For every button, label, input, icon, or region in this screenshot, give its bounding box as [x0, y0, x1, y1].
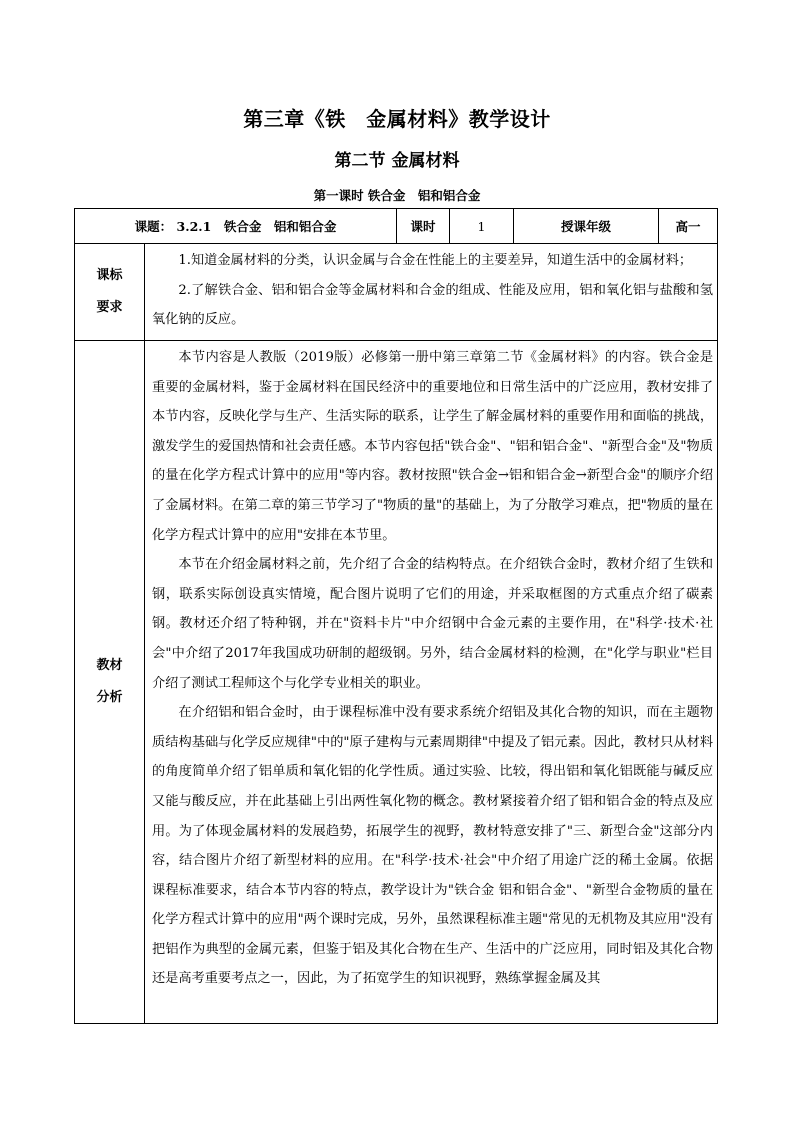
- topic-value: 3.2.1 铁合金 铝和铝合金: [176, 219, 337, 234]
- requirement-item-1: 1.知道金属材料的分类，认识金属与合金在性能上的主要差异，知道生活中的金属材料；: [178, 253, 693, 268]
- analysis-label: [75, 341, 145, 1024]
- requirements-label: [75, 244, 145, 341]
- lesson-plan-table: [74, 208, 718, 1024]
- hours-value: 1: [450, 209, 514, 244]
- topic-label: 课题：: [134, 219, 173, 234]
- hours-label: 课时: [397, 209, 450, 244]
- analysis-paragraph-2: 本节在介绍金属材料之前，先介绍了合金的结构特点。在介绍铁合金时，教材介绍了生铁和钢，联系实际创设真实情境，配合图片说明了它们的用途，并采取框图的方式重点介绍了碳素钢。教材还介绍了特种钢，并在"资料卡片"中介绍钢中合金元素的主要作用，在"科学·技术·社会"中介绍了2017年我国成功研制的超级钢。另外，结合金属材料的检测，在"化学与职业"栏目介绍了测试工程师这个与化学专业相关的职业。: [152, 557, 714, 691]
- analysis-paragraph-3: 在介绍铝和铝合金时，由于课程标准中没有要求系统介绍铝及其化合物的知识，而在主题物质结构基础与化学反应规律"中的"原子建构与元素周期律"中提及了铝元素。因此，教材只从材料的角度简单介绍了铝单质和氧化铝的化学性质。通过实验、比较，得出铝和氧化铝既能与碱反应又能与酸反应，并在此基础上引出两性氧化物的概念。教材紧接着介绍了铝和铝合金的特点及应用。为了体现金属材料的发展趋势，拓展学生的视野，教材特意安排了"三、新型合金"这部分内容，结合图片介绍了新型材料的应用。在"科学·技术·社会"中介绍了用途广泛的稀土金属。依据课程标准要求，结合本节内容的特点，教学设计为"铁合金 铝和铝合金"、"新型合金物质的量在化学方程式计算中的应用"两个课时完成，另外，虽然课程标准主题"常见的无机物及其应用"没有把铝作为典型的金属元素，但鉴于铝及其化合物在生产、生活中的广泛应用，同时铝及其化合物还是高考重要考点之一，因此，为了拓宽学生的知识视野，熟练掌握金属及其: [152, 705, 714, 987]
- grade-value: 高一: [659, 209, 718, 244]
- lesson-title: 第一课时 铁合金 铝和铝合金: [313, 188, 481, 203]
- analysis-text-clip: [152, 343, 713, 1021]
- requirement-item-2: 2.了解铁合金、铝和铝合金等金属材料和合金的组成、性能及应用，铝和氧化铝与盐酸和氢氧化钠的反应。: [152, 282, 714, 328]
- analysis-paragraph-1: 本节内容是人教版（2019版）必修第一册中第三章第二节《金属材料》的内容。铁合金是重要的金属材料，鉴于金属材料在国民经济中的重要地位和日常生活中的广泛应用，教材安排了本节内容，反映化学与生产、生活实际的联系，让学生了解金属材料的重要作用和面临的挑战，激发学生的爱国热情和社会责任感。本节内容包括"铁合金"、"铝和铝合金"、"新型合金"及"物质的量在化学方程式计算中的应用"等内容。教材按照"铁合金→铝和铝合金→新型合金"的顺序介绍了金属材料。在第二章的第三节学习了"物质的量"的基础上，为了分散学习难点，把"物质的量在化学方程式计算中的应用"安排在本节里。: [152, 350, 714, 543]
- document-title: 第三章《铁 金属材料》教学设计: [243, 107, 551, 131]
- topic-cell: [75, 209, 397, 244]
- section-title: 第二节 金属材料: [334, 151, 460, 171]
- requirements-label-line2: 要求: [96, 300, 123, 315]
- header-row: [75, 209, 718, 244]
- requirements-label-line1: 课标: [96, 268, 123, 283]
- requirements-content: [145, 244, 718, 341]
- analysis-content: [145, 341, 718, 1024]
- analysis-row: [75, 341, 718, 1024]
- requirements-row: [75, 244, 718, 341]
- analysis-label-line1: 教材: [96, 658, 123, 673]
- grade-label: 授课年级: [514, 209, 659, 244]
- analysis-label-line2: 分析: [96, 690, 123, 705]
